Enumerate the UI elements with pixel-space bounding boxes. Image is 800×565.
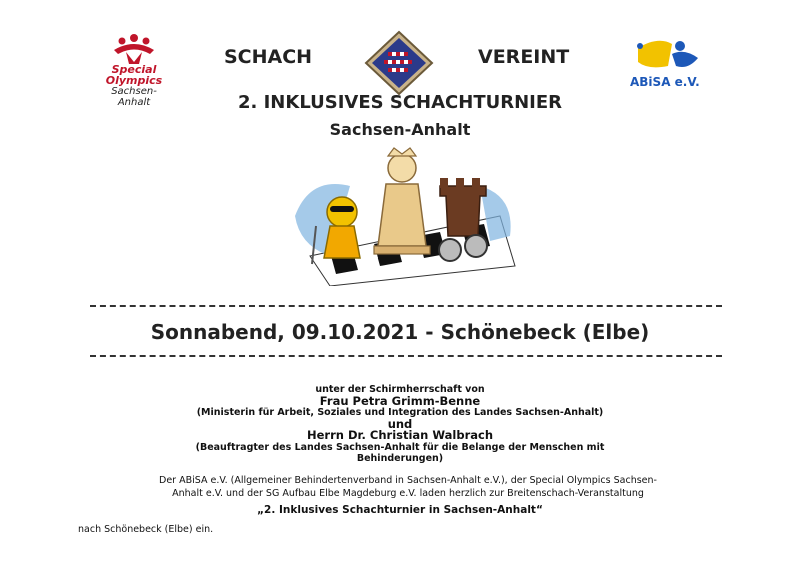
closing-line: nach Schönebeck (Elbe) ein. [78, 524, 214, 535]
page-title: 2. INKLUSIVES SCHACHTURNIER [237, 92, 563, 113]
patron-2-role-line1: (Beauftragter des Landes Sachsen-Anhalt für die Belange der Menschen mit [195, 441, 605, 453]
patronage-block [110, 384, 690, 465]
header-word-left: SCHACH [224, 46, 313, 68]
special-olympics-wordmark: Special Olympics Sachsen- Anhalt [105, 63, 163, 108]
divider-top [90, 305, 722, 307]
divider-bottom [90, 355, 722, 357]
chess-emblem-icon [364, 30, 434, 96]
patronage-intro: unter der Schirmherrschaft von [315, 384, 485, 395]
abisa-wordmark: ABiSA e.V. [630, 75, 700, 89]
patron-2-role-line2: Behinderungen) [356, 453, 444, 464]
chess-pieces-illustration [290, 146, 520, 286]
event-date-location: Sonnabend, 09.10.2021 - Schönebeck (Elbe) [150, 320, 650, 344]
patron-1-name: Frau Petra Grimm-Benne [319, 393, 481, 408]
queen-figure [374, 148, 430, 254]
patron-1-role: (Ministerin für Arbeit, Soziales und Integration des Landes Sachsen-Anhalt) [196, 407, 604, 418]
invitation-paragraph: Der ABiSA e.V. (Allgemeiner Behindertenverband in Sachsen-Anhalt e.V.), der Special Olympics Sachsen- Anhalt e.V. und der SG Aufbau Elbe Magdeburg e.V. laden herzlich zur Breitenschach-Veranstaltung [159, 475, 657, 499]
patronage-and: und [387, 416, 413, 431]
page-subtitle: Sachsen-Anhalt [329, 120, 471, 139]
patron-2-name: Herrn Dr. Christian Walbrach [306, 428, 494, 442]
tournament-quote: „2. Inklusives Schachturnier in Sachsen-Anhalt“ [257, 504, 543, 516]
header-word-right: VEREINT [478, 46, 570, 68]
